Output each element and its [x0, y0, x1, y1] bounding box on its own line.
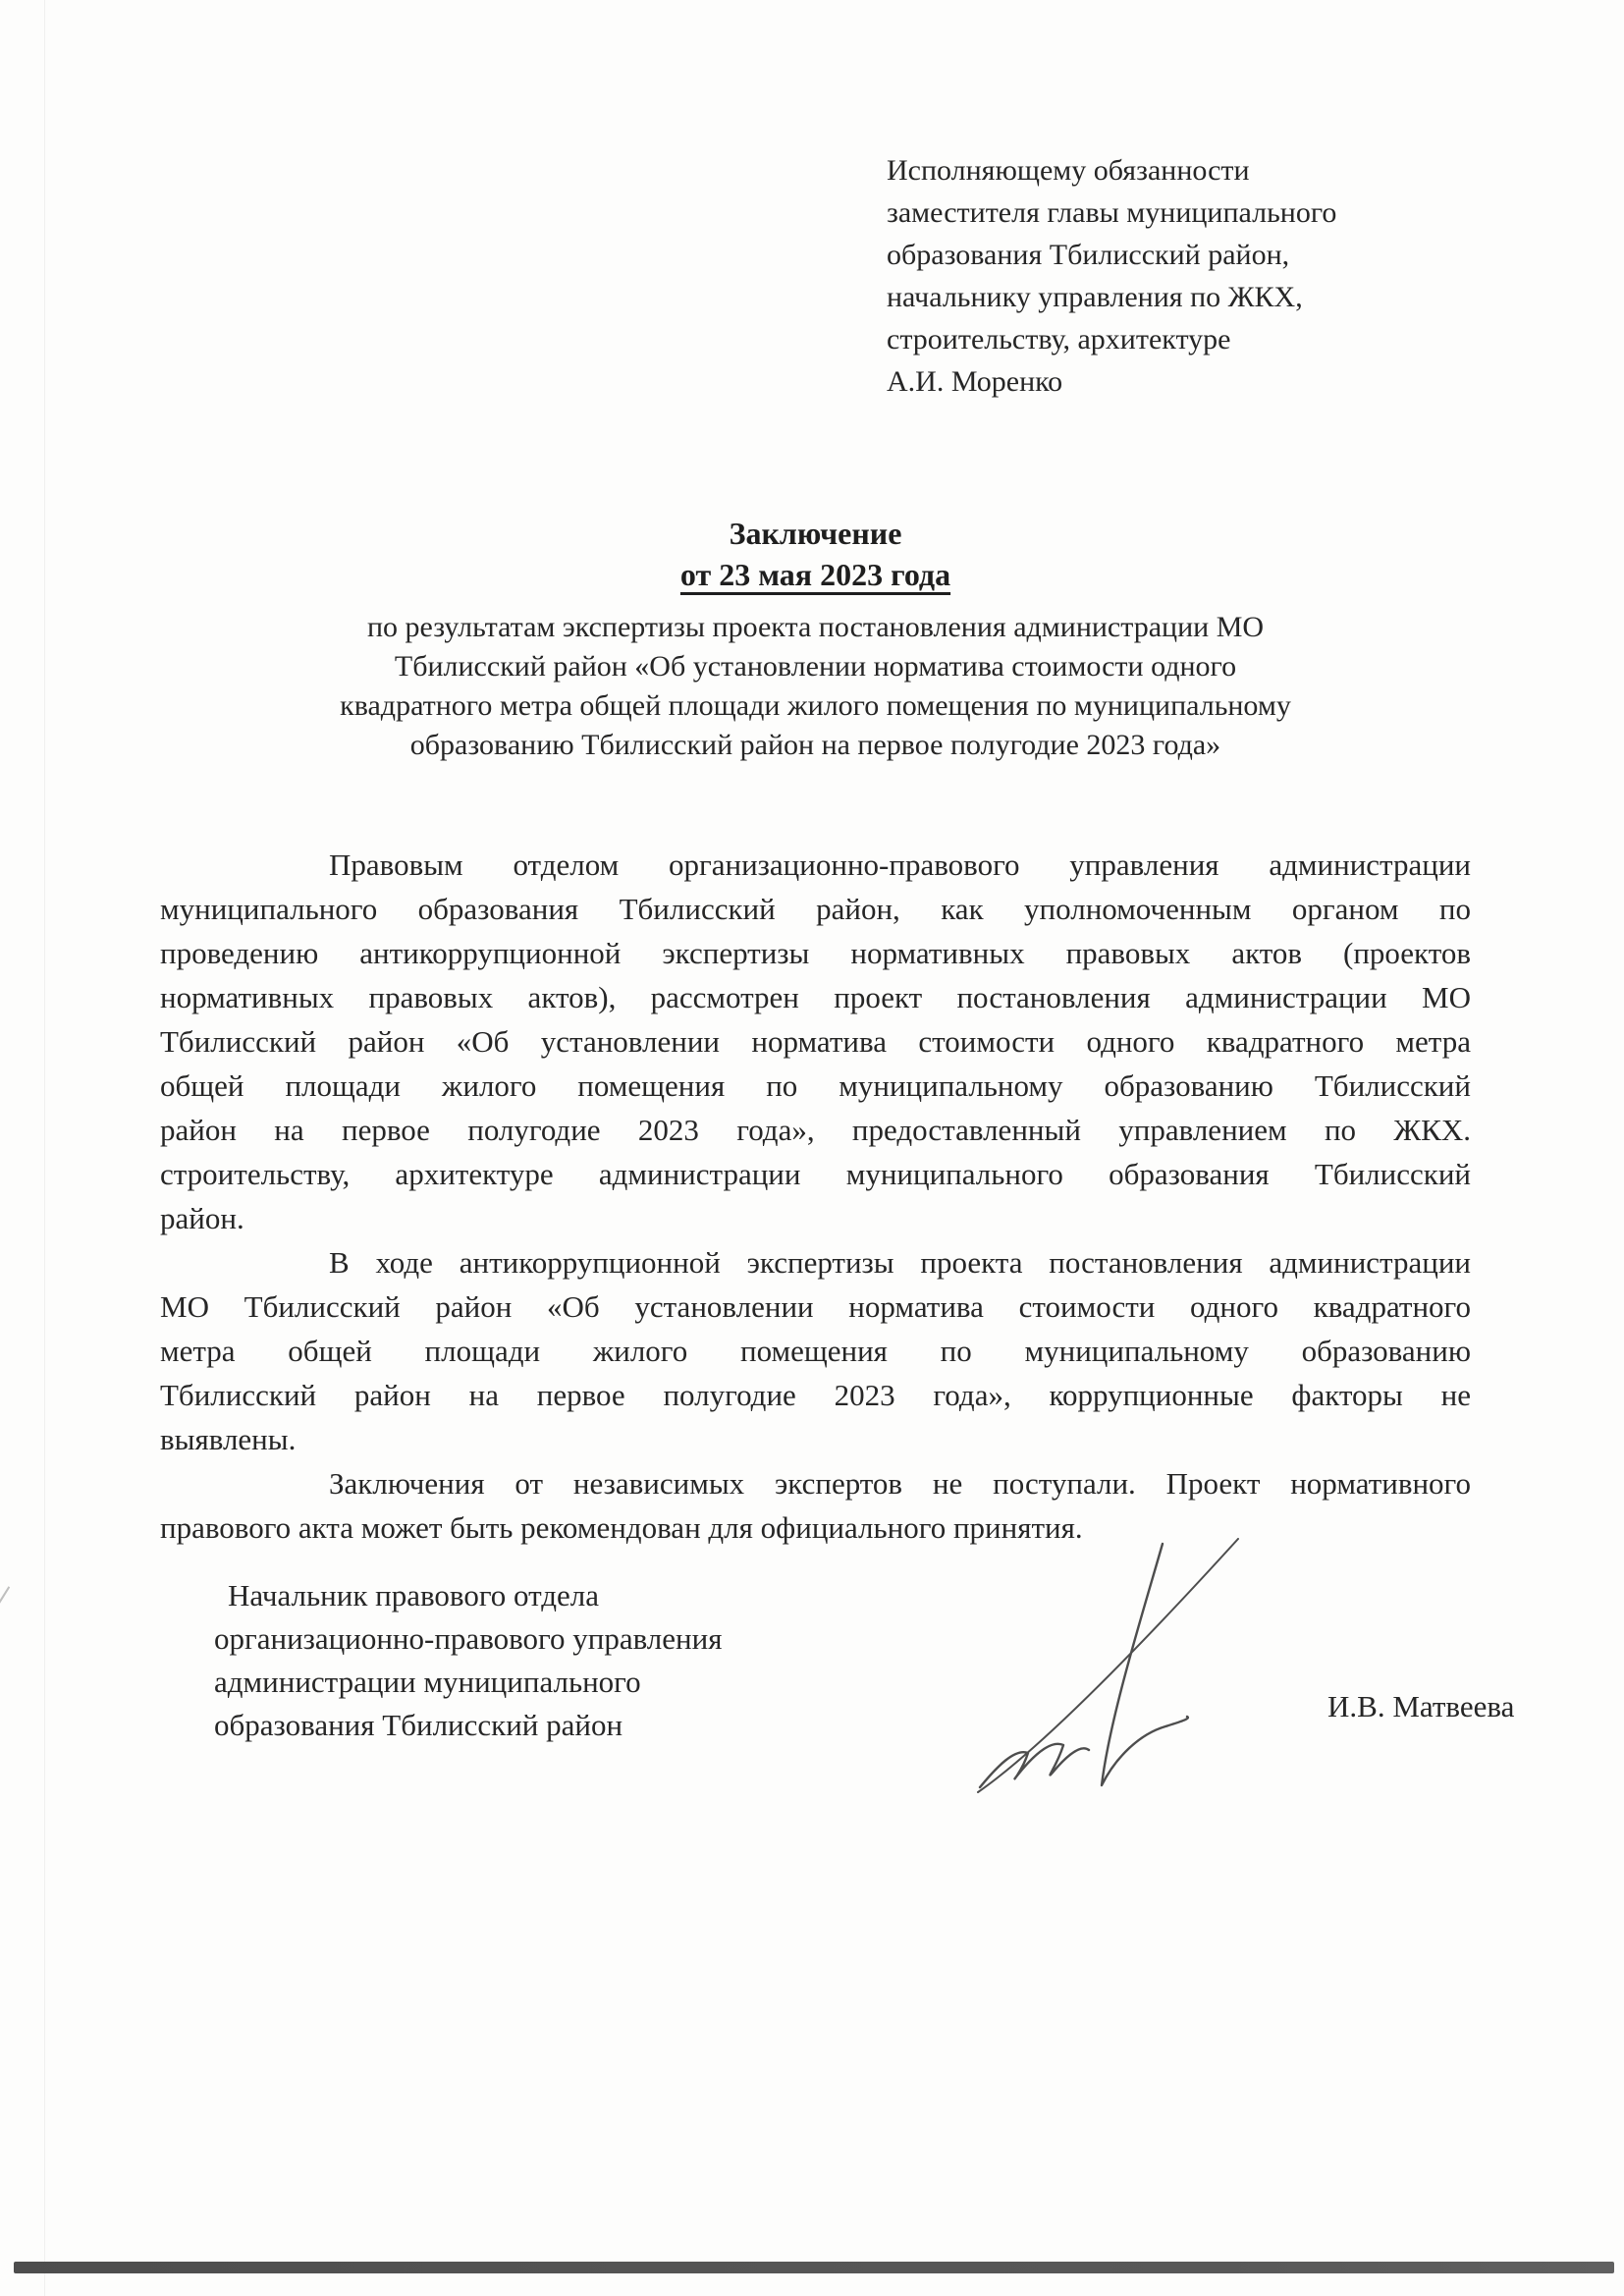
addressee-block	[887, 149, 1535, 403]
body-paragraph-1	[160, 843, 1471, 1240]
text-line: квадратного метра общей площади жилого помещения по муниципальному	[340, 689, 1291, 722]
text-line: организационно-правового управления	[214, 1621, 723, 1656]
document-title-block	[160, 514, 1471, 765]
document-date-row	[160, 553, 1471, 594]
text-line: нормативных правовых актов), рассмотрен проект постановления администрации МО	[160, 980, 1471, 1014]
scan-artifact-left-mark	[0, 1586, 10, 1607]
text-line: строительству, архитектуре	[887, 323, 1231, 355]
text-line: выявлены.	[160, 1422, 297, 1456]
handwritten-signature	[943, 1522, 1267, 1817]
text-line: Правовым отделом организационно-правового управления администрации	[329, 847, 1471, 882]
text-line: Начальник правового отдела	[228, 1578, 600, 1613]
body-paragraph-2	[160, 1240, 1471, 1461]
text-line: строительству, архитектуре администрации муниципального образования Тбилисский	[160, 1157, 1471, 1191]
body-paragraph-3	[160, 1461, 1471, 1550]
document-title: Заключение	[729, 516, 902, 551]
text-line: Тбилисский район «Об установлении норматива стоимости одного	[394, 650, 1237, 683]
text-line: метра общей площади жилого помещения по муниципальному образованию	[160, 1334, 1471, 1368]
text-line: В ходе антикоррупционной экспертизы проекта постановления администрации	[329, 1245, 1471, 1280]
scan-artifact-vertical-line	[44, 0, 45, 2296]
text-line: район на первое полугодие 2023 года», предоставленный управлением по ЖКХ.	[160, 1113, 1471, 1147]
text-line: заместителя главы муниципального	[887, 196, 1337, 229]
text-line: администрации муниципального	[214, 1665, 641, 1699]
text-line: образования Тбилисский район	[214, 1708, 623, 1742]
document-date: от 23 мая 2023 года	[679, 557, 951, 592]
text-line: Заключения от независимых экспертов не поступали. Проект нормативного	[329, 1466, 1471, 1501]
text-line: Исполняющему обязанности	[887, 154, 1250, 187]
scan-artifact-bottom-bar	[14, 2262, 1614, 2273]
text-line: муниципального образования Тбилисский район, как уполномоченным органом по	[160, 892, 1471, 926]
text-line: образования Тбилисский район,	[887, 239, 1290, 271]
text-line: район.	[160, 1201, 244, 1235]
signature-position-block	[214, 1574, 722, 1747]
text-line: общей площади жилого помещения по муниципальному образованию Тбилисский	[160, 1068, 1471, 1103]
text-line: МО Тбилисский район «Об установлении норматива стоимости одного квадратного	[160, 1289, 1471, 1324]
text-line: А.И. Моренко	[887, 365, 1063, 398]
text-line: правового акта может быть рекомендован для официального принятия.	[160, 1510, 1083, 1545]
document-body	[160, 843, 1471, 1550]
signature-name: И.В. Матвеева	[1327, 1689, 1515, 1723]
text-line: Тбилисский район «Об установлении норматива стоимости одного квадратного метра	[160, 1024, 1471, 1059]
text-line: образованию Тбилисский район на первое полугодие 2023 года»	[409, 729, 1221, 761]
text-line: начальнику управления по ЖКХ,	[887, 281, 1303, 313]
document-subject	[160, 608, 1471, 765]
text-line: Тбилисский район на первое полугодие 2023 года», коррупционные факторы не	[160, 1378, 1471, 1412]
text-line: по результатам экспертизы проекта постановления администрации МО	[366, 611, 1265, 643]
text-line: проведению антикоррупционной экспертизы нормативных правовых актов (проектов	[160, 936, 1471, 970]
